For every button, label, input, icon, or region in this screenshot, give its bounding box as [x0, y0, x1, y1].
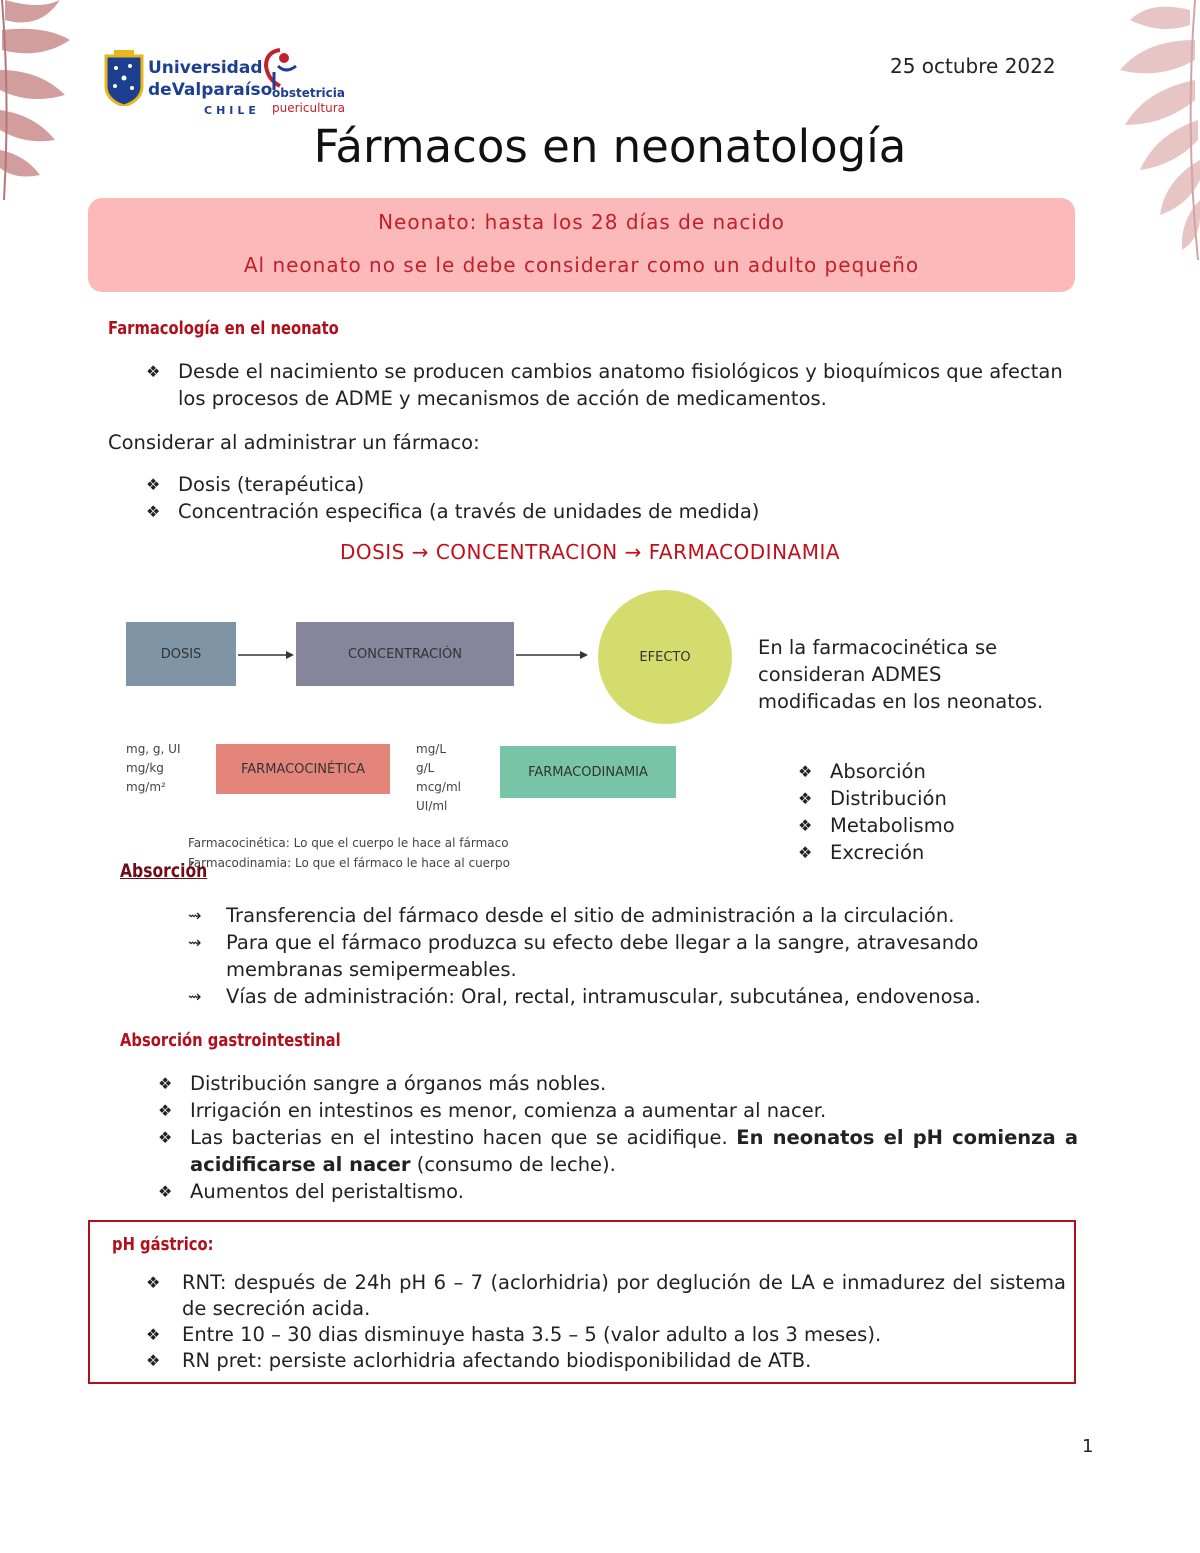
list-item: ❖ Desde el nacimiento se producen cambios anatomo fisiológicos y bioquímicos que afectan los procesos de ADME y mecanismos de acción de medicamentos.	[146, 360, 1063, 410]
list-item: ❖ Absorción	[798, 760, 926, 783]
list-item: ❖ Entre 10 – 30 dias disminuye hasta 3.5 – 5 (valor adulto a los 3 meses).	[146, 1323, 882, 1346]
diamond-bullet-icon: ❖	[146, 1351, 161, 1370]
diamond-bullet-icon: ❖	[146, 1273, 161, 1292]
list-item: ❖ Concentración especifica (a través de unidades de medida)	[146, 500, 760, 523]
section-heading-gastro: Absorción gastrointestinal	[120, 1030, 341, 1051]
ph-list	[112, 1270, 1066, 1374]
diamond-bullet-icon: ❖	[798, 816, 813, 835]
university-name-line3: CHILE	[204, 104, 260, 117]
arrow-bullet-icon: ⇝	[188, 933, 202, 952]
ph-gastrico-box	[88, 1220, 1076, 1384]
diamond-bullet-icon: ❖	[798, 762, 813, 781]
list-item: ❖ RNT: después de 24h pH 6 – 7 (aclorhidria) por deglución de LA e inmadurez del sistema de secreción acida.	[146, 1271, 1066, 1320]
diamond-bullet-icon: ❖	[146, 1325, 161, 1344]
list-item: ❖ Dosis (terapéutica)	[146, 473, 365, 496]
diamond-bullet-icon: ❖	[158, 1101, 173, 1120]
document-date: 25 octubre 2022	[890, 54, 1056, 78]
side-text: En la farmacocinética se consideran ADMES modificadas en los neonatos.	[758, 636, 1044, 713]
dosis-box: DOSIS	[126, 622, 236, 686]
arrow-bullet-icon: ⇝	[188, 987, 202, 1006]
list-item: ❖ RN pret: persiste aclorhidria afectando biodisponibilidad de ATB.	[146, 1349, 812, 1372]
diamond-bullet-icon: ❖	[158, 1182, 173, 1201]
units-right: mg/L g/L mcg/ml UI/ml	[416, 742, 461, 813]
ph-heading: pH gástrico:	[112, 1234, 214, 1255]
diamond-bullet-icon: ❖	[798, 789, 813, 808]
school-emblem-icon	[260, 46, 300, 90]
farmacodinamia-box: FARMACODINAMIA	[500, 746, 676, 798]
highlight-box	[88, 198, 1075, 292]
diagram-caption-1: Farmacocinética: Lo que el cuerpo le hace al fármaco	[188, 836, 509, 850]
admes-list	[758, 758, 1058, 866]
highlight-line-1: Neonato: hasta los 28 días de nacido	[378, 210, 785, 234]
section-heading-absorcion: Absorción	[120, 860, 208, 882]
school-name-line1: obstetricia	[272, 86, 345, 100]
diamond-bullet-icon: ❖	[146, 362, 161, 381]
list-item: ❖ Distribución	[798, 787, 947, 810]
list-item: ❖ Irrigación en intestinos es menor, comienza a aumentar al nacer.	[158, 1099, 827, 1122]
considerar-label: Considerar al administrar un fármaco:	[108, 431, 480, 454]
list-item: ❖ Las bacterias en el intestino hacen que se acidifique. En neonatos el pH comienza a acidificarse al nacer (consumo de leche).	[158, 1126, 1078, 1176]
flow-line: DOSIS → CONCENTRACION → FARMACODINAMIA	[339, 540, 841, 564]
diagram-caption-2: Farmacodinamia: Lo que el fármaco le hace al cuerpo	[188, 856, 510, 870]
list-item: ❖ Metabolismo	[798, 814, 955, 837]
diamond-bullet-icon: ❖	[158, 1128, 173, 1147]
page-title: Fármacos en neonatología	[313, 120, 907, 173]
gastro-list	[120, 1070, 1078, 1205]
section-heading-farmacologia: Farmacología en el neonato	[108, 318, 339, 339]
list-item: ⇝ Vías de administración: Oral, rectal, intramuscular, subcutánea, endovenosa.	[188, 985, 981, 1008]
list-item: ❖ Excreción	[798, 841, 925, 864]
units-left: mg, g, UI mg/kg mg/m²	[126, 742, 181, 794]
pharmacology-diagram	[110, 590, 750, 880]
concentracion-box: CONCENTRACIÓN	[296, 622, 514, 686]
school-name-line2: puericultura	[272, 101, 346, 115]
list-item: ⇝ Transferencia del fármaco desde el sitio de administración a la circulación.	[188, 904, 955, 927]
farmacocinetica-box: FARMACOCINÉTICA	[216, 744, 390, 794]
efecto-circle: EFECTO	[598, 590, 732, 724]
university-logo	[104, 44, 273, 122]
considerar-list	[108, 471, 1068, 525]
list-item: ❖ Distribución sangre a órganos más nobles.	[158, 1072, 607, 1095]
list-item: ⇝ Para que el fármaco produzca su efecto debe llegar a la sangre, atravesando membranas semipermeables.	[188, 931, 979, 981]
arrow-bullet-icon: ⇝	[188, 906, 202, 925]
farmacologia-list	[108, 358, 1068, 412]
university-shield-icon	[104, 50, 144, 106]
diamond-bullet-icon: ❖	[146, 475, 161, 494]
diamond-bullet-icon: ❖	[798, 843, 813, 862]
highlight-line-2: Al neonato no se le debe considerar como un adulto pequeño	[243, 253, 920, 277]
university-name-line1: Universidad	[148, 58, 263, 78]
diamond-bullet-icon: ❖	[146, 502, 161, 521]
diamond-bullet-icon: ❖	[158, 1074, 173, 1093]
page-number: 1	[1082, 1436, 1094, 1457]
list-item: ❖ Aumentos del peristaltismo.	[158, 1180, 464, 1203]
arrow-icon	[514, 648, 590, 662]
university-name-line2: deValparaíso	[148, 80, 273, 100]
school-logo	[258, 46, 358, 122]
absorcion-list	[110, 902, 1078, 1010]
arrow-icon	[236, 648, 296, 662]
